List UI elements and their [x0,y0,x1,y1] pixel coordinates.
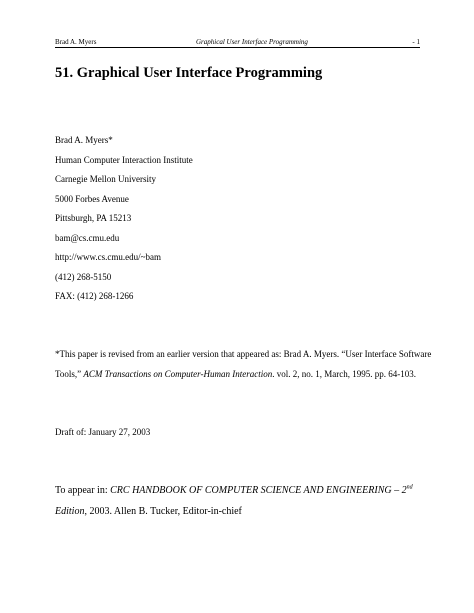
author-email: bam@cs.cmu.edu [55,233,120,243]
document-title: 51. Graphical User Interface Programming [55,65,323,81]
footnote-line-2 [55,368,416,380]
author-university: Carnegie Mellon University [55,174,156,184]
edition-superscript: nd [406,484,413,491]
header-page-number: - 1 [412,38,420,46]
appear-prefix: To appear in: [55,485,111,496]
appear-line-1 [55,484,413,497]
header-title: Graphical User Interface Programming [196,38,308,46]
author-name: Brad A. Myers* [55,135,113,145]
author-url: http://www.cs.cmu.edu/~bam [55,252,162,262]
author-phone: (412) 268-5150 [55,272,112,282]
edition-word: Edition [55,506,85,517]
appear-rest: , 2003. Allen B. Tucker, Editor-in-chief [84,506,242,517]
author-city: Pittsburgh, PA 15213 [55,213,132,223]
book-title: CRC HANDBOOK OF COMPUTER SCIENCE AND ENGINEERING – 2 [110,485,407,496]
draft-date: Draft of: January 27, 2003 [55,427,151,437]
header-author: Brad A. Myers [55,38,97,46]
author-street: 5000 Forbes Avenue [55,194,129,204]
journal-name: ACM Transactions on Computer-Human Interaction [83,369,273,379]
appear-line-2 [55,505,242,518]
author-fax: FAX: (412) 268-1266 [55,291,134,301]
footnote-details: . vol. 2, no. 1, March, 1995. pp. 64-103. [272,369,416,379]
author-institute: Human Computer Interaction Institute [55,155,193,165]
footnote-prefix: Tools,” [55,369,84,379]
running-header [55,37,420,48]
footnote-line-1: *This paper is revised from an earlier version that appeared as: Brad A. Myers. “User Interface Software [55,349,432,359]
